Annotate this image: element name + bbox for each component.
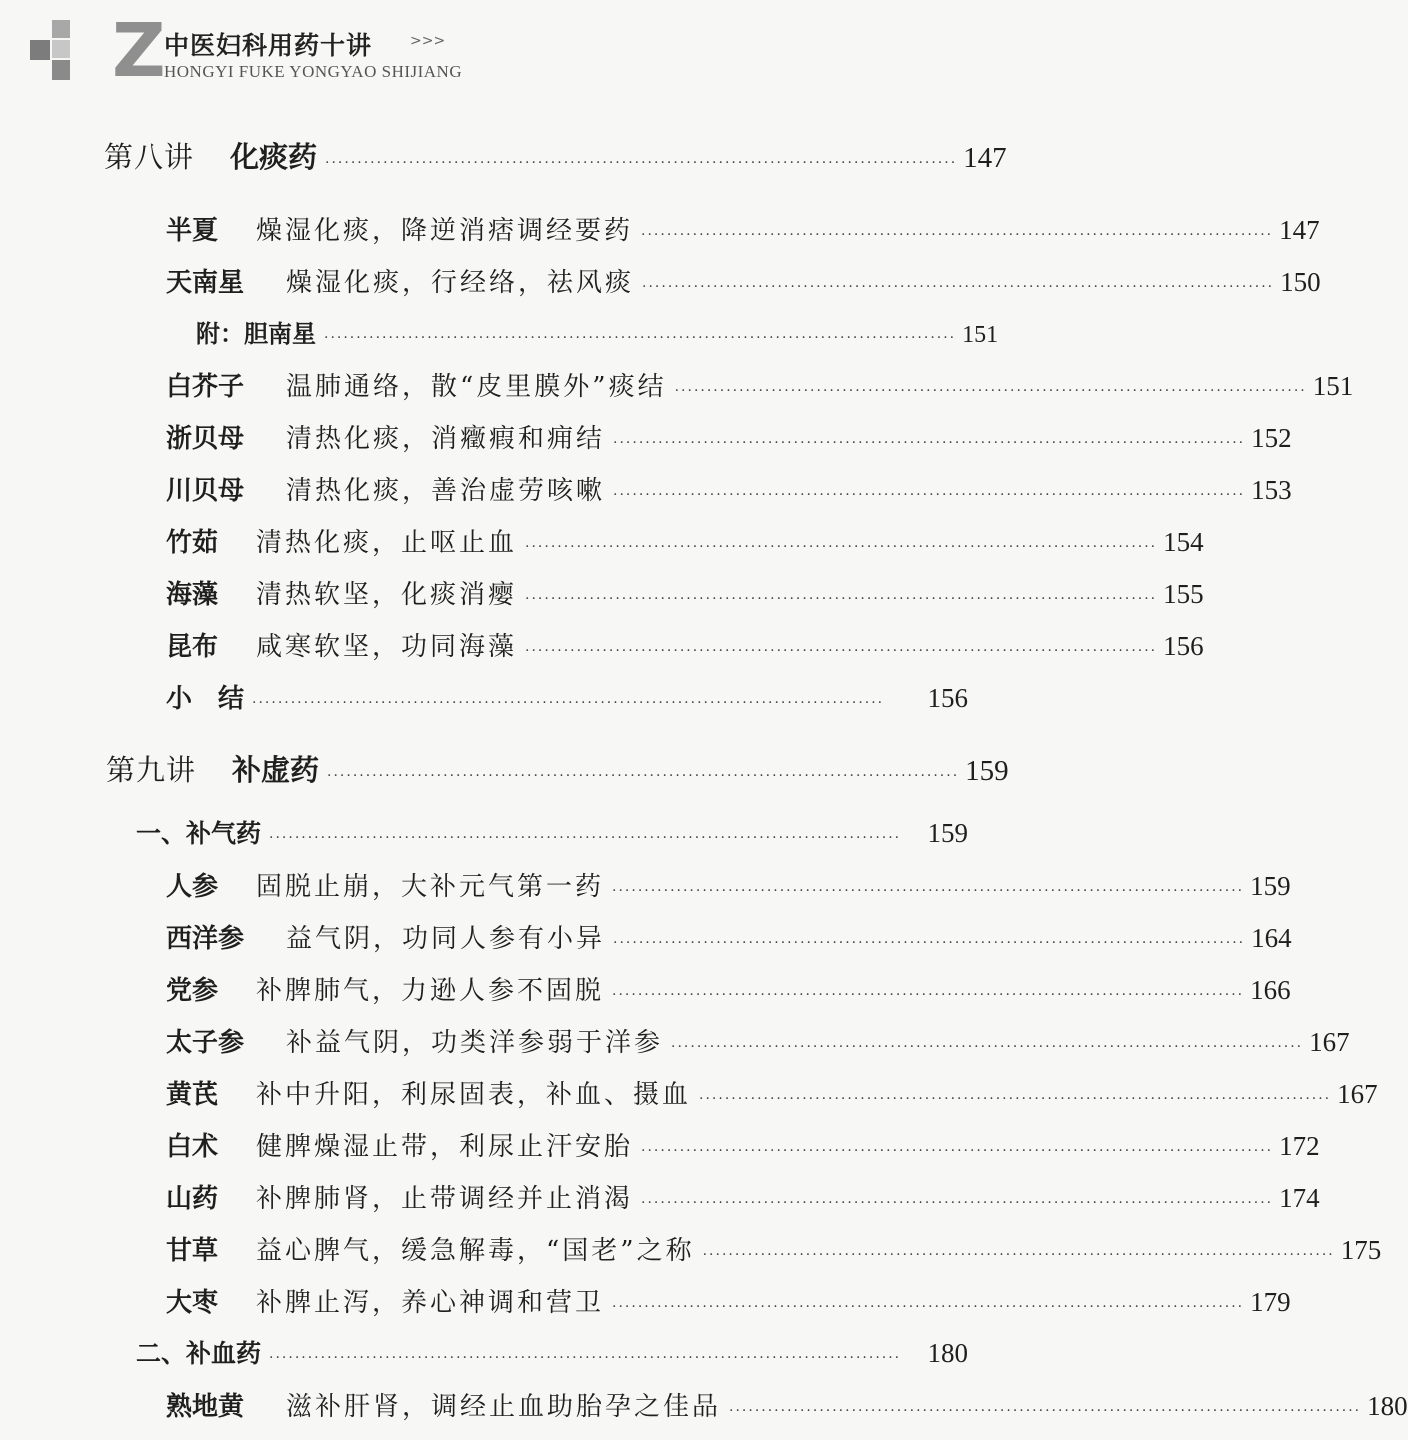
page-header [0, 0, 1080, 100]
page-number: 152 [1251, 423, 1292, 453]
page-number: 159 [927, 818, 968, 848]
page-number: 155 [1163, 579, 1204, 609]
toc-entry[interactable] [166, 1022, 1350, 1062]
toc-section[interactable] [136, 814, 968, 854]
leader-dots: ·································································································· [327, 768, 960, 784]
leader-dots: ·································································································· [699, 1091, 1332, 1107]
page-number: 147 [1279, 215, 1320, 245]
leader-dots: ·································································································· [612, 1299, 1245, 1315]
toc-section[interactable] [136, 1334, 968, 1374]
toc-chapter-8[interactable] [104, 135, 1007, 175]
page-number: 174 [1279, 1183, 1320, 1213]
leader-dots: ·································································································· [525, 539, 1158, 555]
chapter-title: 补虚药 [232, 753, 320, 787]
leader-dots: ·································································································· [729, 1403, 1362, 1419]
leader-dots: ·································································································· [613, 935, 1246, 951]
page-number: 156 [1163, 631, 1204, 661]
page-number: 180 [1367, 1391, 1408, 1421]
page-number: 167 [1337, 1079, 1378, 1109]
toc-entry[interactable] [166, 1178, 1320, 1218]
herb-description: 清热化痰，止呕止血 [256, 528, 518, 558]
toc-summary-entry[interactable] [166, 678, 968, 718]
leader-dots: ·································································································· [641, 1143, 1274, 1159]
leader-dots: ·································································································· [674, 383, 1307, 399]
leader-dots: ·································································································· [525, 591, 1158, 607]
page-number: 166 [1250, 975, 1291, 1005]
herb-name: 白术 [166, 1132, 219, 1162]
herb-name: 熟地黄 [166, 1392, 245, 1422]
toc-entry[interactable] [166, 866, 1291, 906]
chapter-label: 第八讲 [104, 140, 195, 174]
book-title: 中医妇科用药十讲 [164, 31, 373, 60]
leader-dots: ·································································································· [613, 487, 1246, 503]
herb-description: 补脾肺肾，止带调经并止消渴 [256, 1184, 634, 1214]
toc-entry[interactable] [166, 418, 1292, 458]
toc-entry[interactable] [166, 1386, 1408, 1426]
page-number: 167 [1309, 1027, 1350, 1057]
herb-name: 白芥子 [166, 372, 245, 402]
leader-dots: ·································································································· [252, 695, 885, 711]
page-number: 153 [1251, 475, 1292, 505]
toc-entry[interactable] [166, 262, 1321, 302]
herb-description: 补中升阳，利尿固表，补血、摄血 [256, 1080, 692, 1110]
page-number: 156 [927, 683, 968, 713]
herb-name: 甘草 [166, 1236, 219, 1266]
toc-entry[interactable] [166, 366, 1354, 406]
toc-appendix-entry[interactable] [196, 314, 999, 354]
toc-chapter-9[interactable] [106, 748, 1009, 788]
leader-dots: ·································································································· [702, 1247, 1335, 1263]
herb-name: 半夏 [166, 216, 219, 246]
herb-name: 人参 [166, 872, 219, 902]
herb-name: 昆布 [166, 632, 219, 662]
page-number: 154 [1163, 527, 1204, 557]
toc-entry[interactable] [166, 918, 1292, 958]
herb-name: 海藻 [166, 580, 219, 610]
herb-description: 补益气阴，功类洋参弱于洋参 [286, 1028, 664, 1058]
section-title: 一、补气药 [136, 819, 262, 848]
page-number: 175 [1340, 1235, 1382, 1265]
herb-name: 黄芪 [166, 1080, 219, 1110]
toc-entry[interactable] [166, 1126, 1320, 1166]
herb-description: 咸寒软坚，功同海藻 [256, 632, 518, 662]
page-number: 159 [965, 755, 1009, 787]
herb-description: 燥湿化痰，行经络，祛风痰 [286, 268, 635, 298]
herb-description: 清热软坚，化痰消瘿 [256, 580, 518, 610]
logo-squares-icon [30, 20, 76, 82]
leader-dots: ·································································································· [525, 643, 1158, 659]
herb-name: 天南星 [166, 268, 245, 298]
herb-description: 固脱止崩，大补元气第一药 [256, 872, 605, 902]
herb-description: 温肺通络，散“皮里膜外”痰结 [286, 372, 667, 402]
herb-description: 滋补肝肾，调经止血助胎孕之佳品 [286, 1392, 722, 1422]
logo-letter: Z [112, 8, 166, 94]
page-number: 180 [927, 1338, 968, 1368]
page-number: 179 [1250, 1287, 1291, 1317]
leader-dots: ·································································································· [613, 435, 1246, 451]
toc-entry[interactable] [166, 470, 1292, 510]
herb-description: 燥湿化痰，降逆消痞调经要药 [256, 216, 634, 246]
toc-entry[interactable] [166, 1230, 1382, 1270]
herb-name: 西洋参 [166, 924, 245, 954]
section-title: 二、补血药 [136, 1339, 262, 1368]
herb-name: 太子参 [166, 1028, 245, 1058]
herb-description: 补脾肺气，力逊人参不固脱 [256, 976, 605, 1006]
summary-label: 小 结 [166, 684, 245, 714]
chapter-label: 第九讲 [106, 753, 197, 787]
toc-entry[interactable] [166, 210, 1320, 250]
leader-dots: ·································································································· [612, 883, 1245, 899]
toc-entry[interactable] [166, 970, 1291, 1010]
leader-dots: ·································································································· [671, 1039, 1304, 1055]
page-number: 164 [1251, 923, 1292, 953]
leader-dots: ·································································································· [325, 155, 958, 171]
leader-dots: ·································································································· [269, 830, 902, 846]
leader-dots: ·································································································· [324, 330, 957, 346]
page-number: 151 [1312, 371, 1354, 401]
page-number: 147 [963, 142, 1007, 174]
page-number: 159 [1250, 871, 1291, 901]
herb-name: 川贝母 [166, 476, 245, 506]
toc-entry[interactable] [166, 626, 1204, 666]
leader-dots: ·································································································· [641, 1195, 1274, 1211]
toc-entry[interactable] [166, 1282, 1291, 1322]
page-number: 151 [962, 322, 999, 348]
page-number: 150 [1280, 267, 1321, 297]
leader-dots: ·································································································· [642, 279, 1275, 295]
herb-description: 健脾燥湿止带，利尿止汗安胎 [256, 1132, 634, 1162]
herb-name: 大枣 [166, 1288, 219, 1318]
chapter-title: 化痰药 [230, 140, 318, 174]
herb-name: 附：胆南星 [196, 320, 316, 348]
herb-name: 浙贝母 [166, 424, 245, 454]
page-number: 172 [1279, 1131, 1320, 1161]
book-subtitle-pinyin: HONGYI FUKE YONGYAO SHIJIANG [164, 62, 463, 81]
toc-entry[interactable] [166, 574, 1204, 614]
herb-description: 益气阴，功同人参有小异 [286, 924, 606, 954]
herb-description: 补脾止泻，养心神调和营卫 [256, 1288, 605, 1318]
leader-dots: ·································································································· [612, 987, 1245, 1003]
herb-name: 竹茹 [166, 528, 219, 558]
toc-entry[interactable] [166, 522, 1204, 562]
toc-entry[interactable] [166, 1074, 1378, 1114]
header-arrows-icon: >>> [410, 33, 446, 49]
leader-dots: ·································································································· [641, 227, 1274, 243]
leader-dots: ·································································································· [269, 1350, 902, 1366]
herb-description: 清热化痰，消癥瘕和痈结 [286, 424, 606, 454]
herb-description: 清热化痰，善治虚劳咳嗽 [286, 476, 606, 506]
herb-description: 益心脾气，缓急解毒，“国老”之称 [256, 1236, 695, 1266]
herb-name: 党参 [166, 976, 219, 1006]
herb-name: 山药 [166, 1184, 219, 1214]
